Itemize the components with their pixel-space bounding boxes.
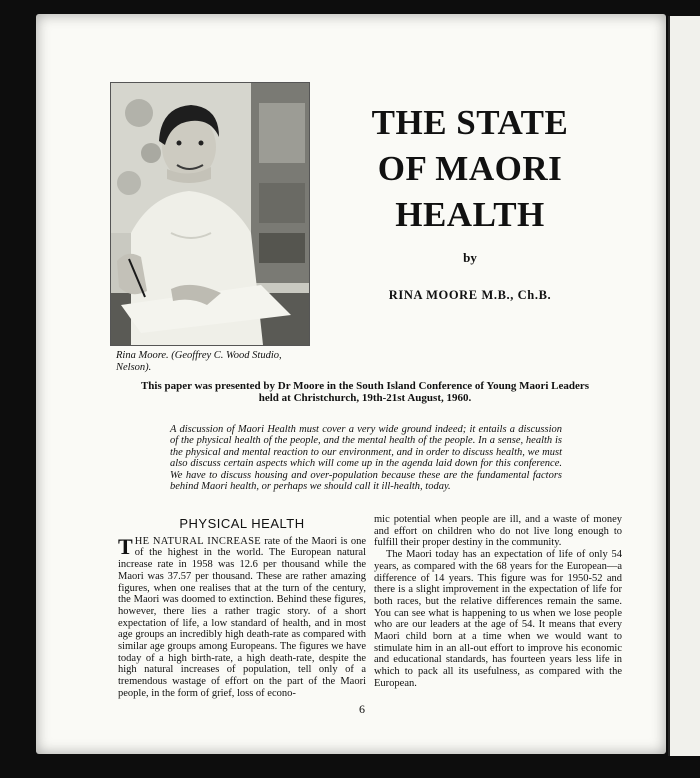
section-heading: PHYSICAL HEALTH	[179, 516, 305, 531]
page-number: 6	[359, 702, 365, 716]
body-text: rate of the Maori is one of the highest in the world. The European natural increase rate in 1958 was 12.6 per thousand while the Maori was 37.57 per thousand. These are rather amazing figures, when one realises that at the turn of the century, the Maori was doomed to extinction. Behind these figures, however, there lies a rather tragic story. of a short expectation of life, a low standard of health, and in most age groups an incredibly high death-rate as compared with similar age groups among Europeans. The figures we have today of a high birth-rate, a high death-rate, despite the high natural increases of population, tell only of a tremendous wastage of effort on the part of the Maori people, in the form of grief, loss of econo-	[118, 535, 366, 699]
lead-in-smallcaps: HE NATURAL INCREASE	[134, 535, 261, 547]
presentation-note	[110, 380, 620, 404]
presentation-note-line: held at Christchurch, 19th-21st August, 1960.	[258, 392, 472, 404]
left-column	[118, 516, 366, 700]
author-name: RINA MOORE M.B., Ch.B.	[388, 288, 552, 302]
abstract-paragraph: A discussion of Maori Health must cover a very wide ground indeed; it entails a discussion of the physical health of the people, and the mental health of the people. In a sense, health is the physical and mental reaction to our environment, and in order to discuss health, we must also discuss certain aspects which will come up in the agenda laid down for this conference. We have to discuss housing and over-population because these are the fundamental factors behind Maori health, or perhaps we should call it ill-health, today.	[170, 424, 562, 493]
title-line: THE STATE	[371, 103, 569, 142]
author-portrait-photo	[110, 82, 310, 346]
photo-caption-line: Nelson).	[116, 362, 152, 373]
right-column	[374, 514, 622, 690]
article-title	[352, 100, 588, 238]
title-line: HEALTH	[395, 195, 545, 234]
body-paragraph	[118, 533, 366, 700]
photo-caption-line: Rina Moore. (Geoffrey C. Wood Studio,	[116, 350, 282, 361]
drop-cap: T	[118, 533, 133, 559]
photo-caption	[116, 350, 326, 374]
byline-by: by	[463, 250, 477, 265]
facing-page-edge	[668, 16, 700, 756]
title-line: OF MAORI	[377, 149, 563, 188]
body-paragraph: mic potential when people are ill, and a waste of money and effort on children who do not live long enough to fulfill their proper destiny in the community.	[374, 514, 622, 549]
presentation-note-line: This paper was presented by Dr Moore in the South Island Conference of Young Maori Leaders	[140, 380, 590, 392]
body-paragraph: The Maori today has an expectation of life of only 54 years, as compared with the 68 years for the European—a difference of 14 years. This figure was for 1950-52 and there is a slight improvement in the expectation of life for both races, but the relative differences remain the same. You can see what is happening to us when we lose people who are our leaders at the age of 54. It means that every Maori child born at a time when we would want to stimulate him in an all-out effort to improve his economic and educational standards, has fourteen years less life in which to pack all its usefulness, as compared with the European.	[374, 549, 622, 689]
